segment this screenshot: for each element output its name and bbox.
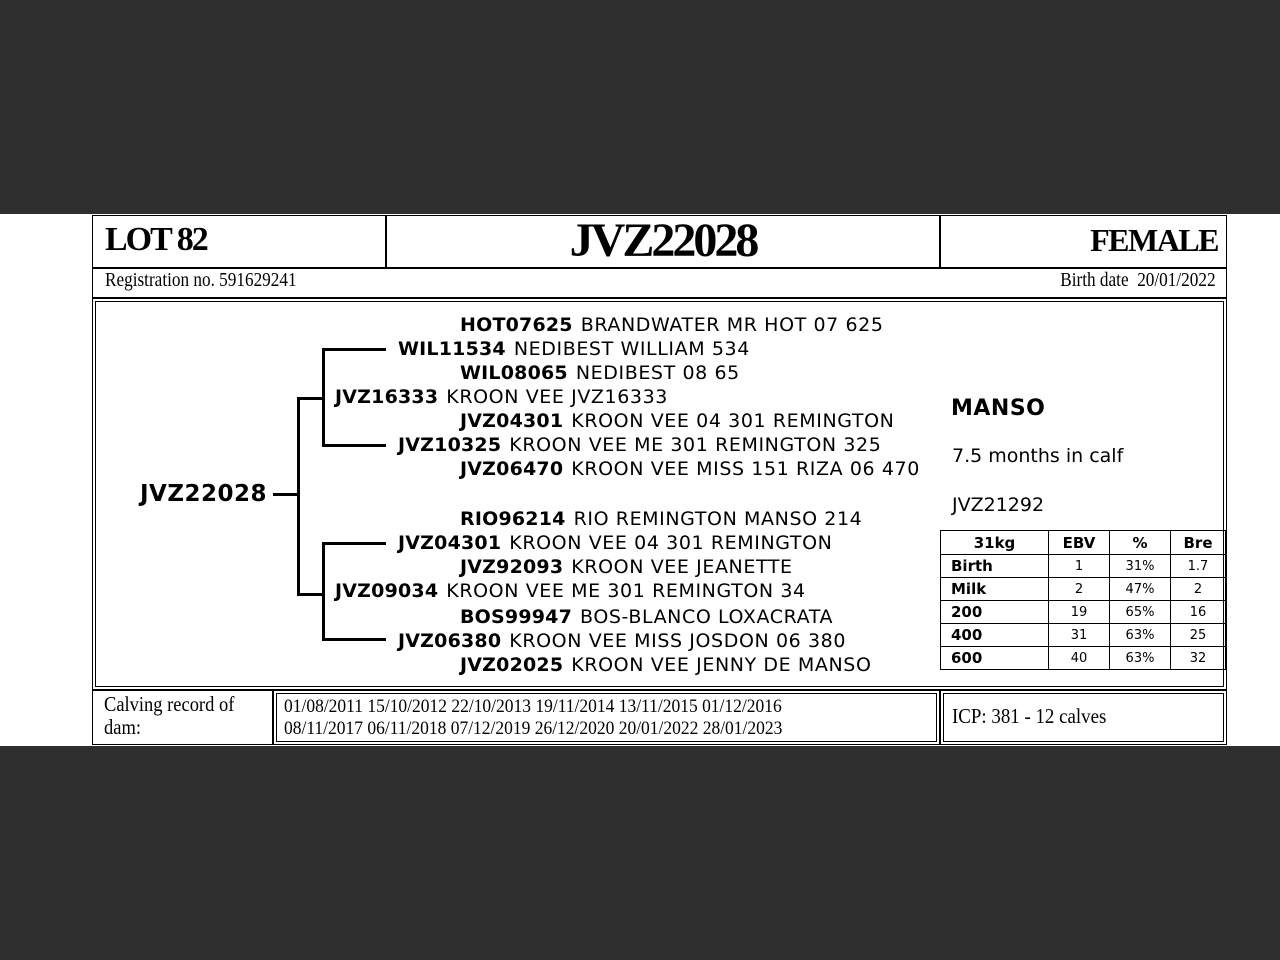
pedigree-entry: [460, 606, 833, 628]
ebv-accuracy: 63%: [1110, 624, 1171, 647]
ebv-accuracy: 47%: [1110, 578, 1171, 601]
pedigree-code: JVZ04301: [398, 532, 502, 554]
ebv-trait: Milk: [941, 578, 1049, 601]
lot-sheet: [0, 214, 1280, 746]
pedigree-code: JVZ04301: [460, 410, 564, 432]
subject-animal-id: JVZ22028: [140, 481, 268, 507]
ebv-trait: 200: [941, 601, 1049, 624]
pedigree-code: JVZ06470: [460, 458, 564, 480]
birth-date-value: 20/01/2022: [1137, 269, 1216, 291]
pedigree-code: JVZ16333: [335, 386, 439, 408]
ebv-header-row: [941, 531, 1226, 555]
pedigree-entry: [398, 630, 846, 652]
ebv-header: EBV: [1049, 531, 1110, 555]
pedigree-name: KROON VEE JENNY DE MANSO: [571, 654, 872, 676]
ebv-row: [941, 555, 1226, 578]
pedigree-name: KROON VEE JEANETTE: [571, 556, 793, 578]
pedigree-code: JVZ06380: [398, 630, 502, 652]
pedigree-code: WIL08065: [460, 362, 568, 384]
pedigree-name: KROON VEE ME 301 REMINGTON 325: [509, 434, 882, 456]
calving-dates: [284, 696, 782, 740]
sire-dam-connector: [322, 444, 386, 447]
sex-label: FEMALE: [1090, 222, 1218, 258]
ebv-value: 31: [1049, 624, 1110, 647]
pedigree-entry-sire: [335, 386, 668, 408]
ebv-row: [941, 601, 1226, 624]
ebv-value: 2: [1049, 578, 1110, 601]
pedigree-entry: [460, 654, 872, 676]
pedigree-entry: [460, 458, 920, 480]
ebv-trait: 600: [941, 647, 1049, 670]
birth-date-label: [1061, 269, 1216, 292]
main-vertical: [297, 397, 300, 595]
lot-number: LOT 82: [105, 221, 207, 258]
pedigree-entry: [460, 362, 740, 384]
dam-vertical: [322, 542, 325, 640]
pedigree-code: WIL11534: [398, 338, 506, 360]
calving-dates-line: 08/11/2017 06/11/2018 07/12/2019 26/12/2020 20/01/2022 28/01/2023: [284, 718, 783, 739]
registration-prefix: Registration no.: [105, 269, 215, 291]
sex-cell: [940, 215, 1227, 268]
animal-id-cell: [386, 215, 940, 268]
pedigree-entry: [460, 314, 884, 336]
ebv-value: 1: [1049, 555, 1110, 578]
ebv-accuracy: 63%: [1110, 647, 1171, 670]
icp-summary: ICP: 381 - 12 calves: [952, 704, 1107, 728]
animal-id-title: JVZ22028: [569, 214, 757, 267]
sire-stub: [297, 397, 322, 400]
calving-dates-line: 01/08/2011 15/10/2012 22/10/2013 19/11/2014 13/11/2015 01/12/2016: [284, 696, 782, 717]
mated-bull-name: MANSO: [951, 396, 1046, 421]
ebv-value: 19: [1049, 601, 1110, 624]
ebv-header: Bre: [1171, 531, 1226, 555]
pedigree-name: NEDIBEST 08 65: [575, 362, 740, 384]
ebv-row: [941, 624, 1226, 647]
pedigree-entry-dam: [335, 580, 806, 602]
pedigree-entry: [398, 338, 750, 360]
sire-sire-connector: [322, 348, 386, 351]
pedigree-name: KROON VEE MISS 151 RIZA 06 470: [571, 458, 920, 480]
ebv-accuracy: 31%: [1110, 555, 1171, 578]
pedigree-entry: [460, 410, 895, 432]
ebv-breed: 32: [1171, 647, 1226, 670]
pedigree-entry: [398, 532, 833, 554]
ebv-value: 40: [1049, 647, 1110, 670]
registration-label: [105, 269, 297, 292]
registration-row: [92, 268, 1227, 298]
pedigree-code: BOS99947: [460, 606, 573, 628]
calving-record-label: Calving record of dam:: [104, 692, 235, 739]
pedigree-entry: [460, 556, 793, 578]
pedigree-name: KROON VEE 04 301 REMINGTON: [571, 410, 895, 432]
dam-stub: [297, 593, 322, 596]
pedigree-name: KROON VEE JVZ16333: [446, 386, 668, 408]
pedigree-name: KROON VEE ME 301 REMINGTON 34: [446, 580, 806, 602]
ebv-row: [941, 647, 1226, 670]
ebv-row: [941, 578, 1226, 601]
pedigree-name: KROON VEE MISS JOSDON 06 380: [509, 630, 847, 652]
ebv-trait: Birth: [941, 555, 1049, 578]
subject-connector: [273, 493, 298, 496]
ebv-breed: 25: [1171, 624, 1226, 647]
pedigree-code: HOT07625: [460, 314, 573, 336]
pedigree-code: JVZ10325: [398, 434, 502, 456]
dam-sire-connector: [322, 542, 386, 545]
pedigree-name: RIO REMINGTON MANSO 214: [573, 508, 863, 530]
ebv-breed: 1.7: [1171, 555, 1226, 578]
birth-date-prefix: Birth date: [1060, 269, 1130, 291]
ebv-breed: 2: [1171, 578, 1226, 601]
registration-number: 591629241: [219, 269, 297, 291]
ebv-accuracy: 65%: [1110, 601, 1171, 624]
pedigree-code: JVZ92093: [460, 556, 564, 578]
pedigree-code: JVZ02025: [460, 654, 564, 676]
dam-dam-connector: [322, 638, 386, 641]
pedigree-name: NEDIBEST WILLIAM 534: [513, 338, 750, 360]
ebv-table: [940, 530, 1226, 670]
pedigree-name: BRANDWATER MR HOT 07 625: [580, 314, 884, 336]
in-calf-status: 7.5 months in calf: [952, 445, 1124, 467]
pedigree-name: KROON VEE 04 301 REMINGTON: [509, 532, 833, 554]
pedigree-entry: [460, 508, 862, 530]
ebv-trait: 400: [941, 624, 1049, 647]
sire-vertical: [322, 348, 325, 446]
pedigree-code: RIO96214: [460, 508, 566, 530]
pedigree-name: BOS-BLANCO LOXACRATA: [580, 606, 834, 628]
ebv-header: 31kg: [941, 531, 1049, 555]
ebv-header: %: [1110, 531, 1171, 555]
mated-bull-id: JVZ21292: [952, 494, 1045, 516]
ebv-breed: 16: [1171, 601, 1226, 624]
pedigree-entry: [398, 434, 881, 456]
pedigree-code: JVZ09034: [335, 580, 439, 602]
lot-cell: [92, 215, 386, 268]
